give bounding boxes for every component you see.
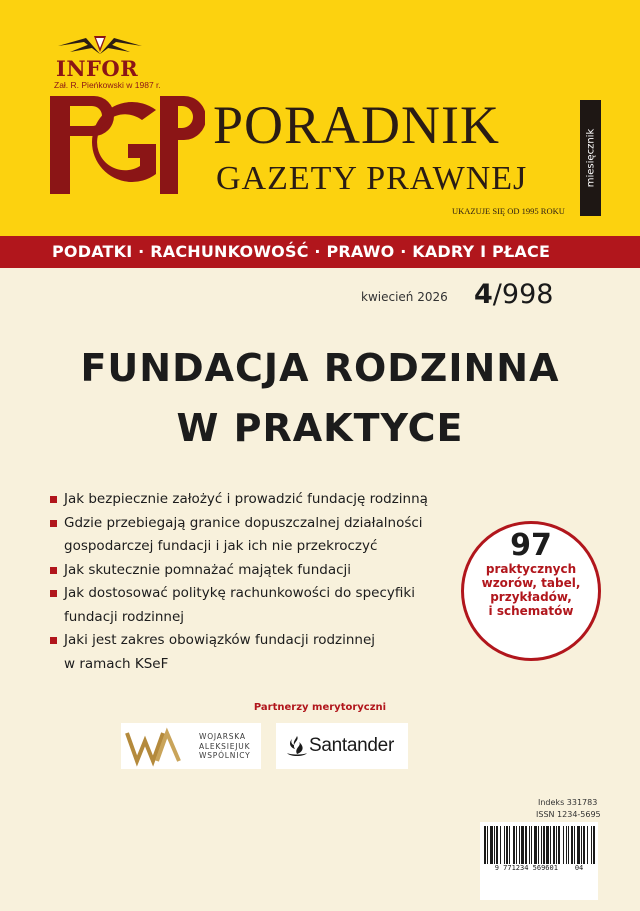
headline-line2: W PRAKTYCE — [176, 406, 464, 450]
barcode-bar — [519, 826, 520, 864]
barcode-bar — [500, 826, 501, 864]
barcode-bar — [525, 826, 527, 864]
headline-line1: FUNDACJA RODZINNA — [80, 346, 560, 390]
issue-date: kwiecień 2026 — [361, 290, 448, 304]
content-count-badge — [461, 521, 601, 661]
issue-separator: / — [492, 279, 502, 310]
barcode-bar — [484, 826, 486, 864]
bullet-square-icon — [50, 496, 57, 503]
barcode-bar — [506, 826, 508, 864]
badge-line3: przykładów, — [490, 590, 572, 604]
barcode-bar — [593, 826, 595, 864]
issue-number-current: 4 — [474, 279, 493, 310]
partner1-line3: WSPÓLNICY — [199, 751, 251, 760]
bullet-square-icon — [50, 637, 57, 644]
barcode-bar — [553, 826, 555, 864]
partner1-name — [199, 732, 251, 761]
barcode-addon-digits: 04 — [574, 864, 584, 872]
barcode-icon — [480, 822, 598, 900]
barcode-bar — [494, 826, 495, 864]
badge-line1: praktycznych — [485, 562, 577, 576]
barcode-bar — [538, 826, 539, 864]
partner2-name: Santander — [309, 735, 394, 756]
topic-text-cont: w ramach KSeF — [64, 655, 169, 672]
barcode-bar — [591, 826, 592, 864]
barcode-bar — [568, 826, 569, 864]
topic-item — [50, 559, 450, 583]
published-since: UKAZUJE SIĘ OD 1995 ROKU — [452, 206, 565, 216]
badge-number: 97 — [510, 528, 552, 563]
topic-text: Jak dostosować politykę rachunkowości do specyfiki — [64, 585, 415, 601]
barcode-bar — [521, 826, 524, 864]
barcode-bar — [574, 826, 575, 864]
barcode-bar — [487, 826, 488, 864]
barcode-bar — [581, 826, 582, 864]
barcode-bar — [541, 826, 542, 864]
category-bar-text: PODATKI · RACHUNKOWOŚĆ · PRAWO · KADRY I PŁACE — [52, 242, 551, 261]
barcode-bar — [534, 826, 537, 864]
barcode-digits — [480, 864, 598, 872]
frequency-label: miesięcznik — [585, 128, 596, 188]
partners-label: Partnerzy merytoryczni — [253, 702, 387, 713]
topic-text-cont: gospodarczej fundacji i jak ich nie przekroczyć — [64, 538, 378, 554]
barcode-bar — [496, 826, 498, 864]
barcode-bar — [563, 826, 564, 864]
topic-text-cont: fundacji rodzinnej — [64, 608, 185, 625]
barcode-bar — [550, 826, 551, 864]
bullet-square-icon — [50, 590, 57, 597]
barcode-bar — [577, 826, 580, 864]
issue-number-total: 998 — [501, 279, 554, 310]
topic-text: Gdzie przebiegają granice dopuszczalnej działalności — [64, 514, 423, 531]
badge-caption — [464, 562, 598, 618]
topic-text: Jak bezpiecznie założyć i prowadzić fundację rodzinną — [64, 491, 428, 507]
barcode-bar — [490, 826, 493, 864]
barcode-bar — [587, 826, 588, 864]
barcode-bar — [546, 826, 549, 864]
topic-item — [50, 512, 450, 559]
partner-logo-wojarska — [121, 723, 261, 769]
bullet-square-icon — [50, 520, 57, 527]
badge-line4: i schematów — [488, 604, 574, 618]
partner1-line1: WOJARSKA — [199, 732, 246, 741]
barcode-bar — [558, 826, 560, 864]
pgp-logo — [50, 96, 205, 200]
cover-headline — [0, 338, 640, 458]
barcode-bar — [543, 826, 545, 864]
topic-list — [50, 488, 450, 676]
topic-item — [50, 488, 450, 512]
barcode-bar — [531, 826, 532, 864]
partner-logo-santander — [276, 723, 408, 769]
barcode-bar — [566, 826, 567, 864]
barcode-bar — [516, 826, 517, 864]
barcode-bar — [571, 826, 573, 864]
issue-number — [474, 279, 553, 310]
publisher-founded: Zał. R. Pieńkowski w 1987 r. — [54, 80, 161, 90]
barcode-main-digits: 9 771234 569601 — [494, 864, 558, 872]
barcode-bar — [513, 826, 515, 864]
publisher-logo — [50, 32, 161, 90]
topic-item — [50, 582, 450, 629]
bullet-square-icon — [50, 567, 57, 574]
index-number: Indeks 331783 — [538, 798, 598, 807]
topic-item — [50, 629, 450, 676]
partner1-line2: ALEKSIEJUK — [199, 741, 251, 751]
magazine-title-line2: GAZETY PRAWNEJ — [216, 160, 528, 197]
barcode-bar — [556, 826, 557, 864]
publisher-name: INFOR — [56, 56, 139, 81]
topic-text: Jaki jest zakres obowiązków fundacji rodzinnej — [64, 632, 376, 648]
badge-line2: wzorów, tabel, — [481, 576, 581, 590]
barcode-bar — [529, 826, 530, 864]
barcode-bar — [509, 826, 510, 864]
barcode-bar — [504, 826, 505, 864]
barcode-bar — [583, 826, 585, 864]
magazine-title-line1: PORADNIK — [213, 95, 501, 155]
issn-number: ISSN 1234-5695 — [536, 810, 601, 819]
frequency-tab — [580, 100, 601, 216]
topic-text: Jak skutecznie pomnażać majątek fundacji — [64, 561, 352, 578]
